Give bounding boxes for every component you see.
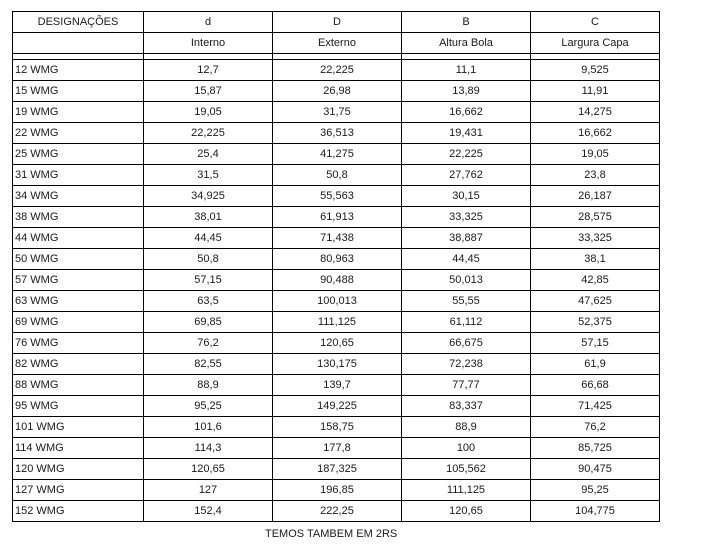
- value-cell: 66,68: [531, 375, 660, 396]
- value-cell: 114,3: [144, 438, 273, 459]
- value-cell: C: [531, 12, 660, 33]
- designation-cell: 12 WMG: [13, 60, 144, 81]
- value-cell: 55,563: [273, 186, 402, 207]
- header-row-symbols: [13, 12, 660, 33]
- value-cell: 19,05: [531, 144, 660, 165]
- value-cell: 26,187: [531, 186, 660, 207]
- table-row: [13, 396, 660, 417]
- value-cell: 26,98: [273, 81, 402, 102]
- value-cell: 95,25: [144, 396, 273, 417]
- value-cell: 28,575: [531, 207, 660, 228]
- table-row: [13, 480, 660, 501]
- value-cell: 31,75: [273, 102, 402, 123]
- designation-cell: 34 WMG: [13, 186, 144, 207]
- value-cell: 38,1: [531, 249, 660, 270]
- value-cell: 95,25: [531, 480, 660, 501]
- value-cell: 36,513: [273, 123, 402, 144]
- designation-cell: 127 WMG: [13, 480, 144, 501]
- value-cell: 47,625: [531, 291, 660, 312]
- designation-cell: 57 WMG: [13, 270, 144, 291]
- value-cell: 14,275: [531, 102, 660, 123]
- value-cell: 16,662: [531, 123, 660, 144]
- value-cell: 120,65: [273, 333, 402, 354]
- value-cell: 16,662: [402, 102, 531, 123]
- value-cell: 222,25: [273, 501, 402, 522]
- designation-cell: 22 WMG: [13, 123, 144, 144]
- table-row: [13, 249, 660, 270]
- value-cell: 80,963: [273, 249, 402, 270]
- value-cell: 42,85: [531, 270, 660, 291]
- value-cell: 82,55: [144, 354, 273, 375]
- value-cell: 76,2: [144, 333, 273, 354]
- dimensions-table: [12, 11, 660, 522]
- value-cell: 196,85: [273, 480, 402, 501]
- value-cell: 50,8: [144, 249, 273, 270]
- table-row: [13, 186, 660, 207]
- value-cell: 11,91: [531, 81, 660, 102]
- value-cell: 77,77: [402, 375, 531, 396]
- value-cell: 61,9: [531, 354, 660, 375]
- designation-cell: 114 WMG: [13, 438, 144, 459]
- value-cell: 88,9: [144, 375, 273, 396]
- value-cell: 63,5: [144, 291, 273, 312]
- designation-cell: 88 WMG: [13, 375, 144, 396]
- table-row: [13, 81, 660, 102]
- value-cell: 111,125: [402, 480, 531, 501]
- value-cell: 22,225: [273, 60, 402, 81]
- designation-cell: DESIGNAÇÕES: [13, 12, 144, 33]
- value-cell: 152,4: [144, 501, 273, 522]
- value-cell: 130,175: [273, 354, 402, 375]
- value-cell: 57,15: [531, 333, 660, 354]
- value-cell: 66,675: [402, 333, 531, 354]
- value-cell: 69,85: [144, 312, 273, 333]
- value-cell: 44,45: [144, 228, 273, 249]
- value-cell: 41,275: [273, 144, 402, 165]
- value-cell: 23,8: [531, 165, 660, 186]
- value-cell: 139,7: [273, 375, 402, 396]
- value-cell: 111,125: [273, 312, 402, 333]
- designation-cell: 95 WMG: [13, 396, 144, 417]
- footnote: TEMOS TAMBEM EM 2RS: [265, 528, 398, 540]
- value-cell: B: [402, 12, 531, 33]
- designation-cell: 63 WMG: [13, 291, 144, 312]
- value-cell: 105,562: [402, 459, 531, 480]
- value-cell: 120,65: [144, 459, 273, 480]
- designation-cell: 76 WMG: [13, 333, 144, 354]
- designation-cell: 82 WMG: [13, 354, 144, 375]
- value-cell: 38,01: [144, 207, 273, 228]
- value-cell: 50,8: [273, 165, 402, 186]
- value-cell: Interno: [144, 33, 273, 54]
- value-cell: 27,762: [402, 165, 531, 186]
- value-cell: 88,9: [402, 417, 531, 438]
- designation-cell: 25 WMG: [13, 144, 144, 165]
- table-row: [13, 417, 660, 438]
- table-row: [13, 60, 660, 81]
- value-cell: D: [273, 12, 402, 33]
- table-row: [13, 165, 660, 186]
- table-row: [13, 501, 660, 522]
- designation-cell: 38 WMG: [13, 207, 144, 228]
- value-cell: 104,775: [531, 501, 660, 522]
- value-cell: 100: [402, 438, 531, 459]
- value-cell: 72,238: [402, 354, 531, 375]
- value-cell: Altura Bola: [402, 33, 531, 54]
- value-cell: 71,438: [273, 228, 402, 249]
- designation-cell: 19 WMG: [13, 102, 144, 123]
- value-cell: Largura Capa: [531, 33, 660, 54]
- value-cell: 57,15: [144, 270, 273, 291]
- table-row: [13, 438, 660, 459]
- designation-cell: 120 WMG: [13, 459, 144, 480]
- value-cell: 61,112: [402, 312, 531, 333]
- value-cell: 34,925: [144, 186, 273, 207]
- designation-cell: 101 WMG: [13, 417, 144, 438]
- value-cell: 100,013: [273, 291, 402, 312]
- table-row: [13, 459, 660, 480]
- value-cell: 101,6: [144, 417, 273, 438]
- designation-cell: 31 WMG: [13, 165, 144, 186]
- table-row: [13, 144, 660, 165]
- value-cell: 25,4: [144, 144, 273, 165]
- value-cell: 33,325: [402, 207, 531, 228]
- value-cell: 13,89: [402, 81, 531, 102]
- value-cell: 61,913: [273, 207, 402, 228]
- table-row: [13, 375, 660, 396]
- value-cell: 85,725: [531, 438, 660, 459]
- value-cell: 9,525: [531, 60, 660, 81]
- value-cell: 38,887: [402, 228, 531, 249]
- table-row: [13, 270, 660, 291]
- value-cell: 15,87: [144, 81, 273, 102]
- value-cell: 76,2: [531, 417, 660, 438]
- value-cell: 187,325: [273, 459, 402, 480]
- value-cell: 19,431: [402, 123, 531, 144]
- value-cell: 158,75: [273, 417, 402, 438]
- table-row: [13, 291, 660, 312]
- value-cell: 12,7: [144, 60, 273, 81]
- header-row-names: [13, 33, 660, 54]
- value-cell: 19,05: [144, 102, 273, 123]
- table-row: [13, 312, 660, 333]
- designation-cell: [13, 33, 144, 54]
- table-row: [13, 354, 660, 375]
- value-cell: 149,225: [273, 396, 402, 417]
- value-cell: 71,425: [531, 396, 660, 417]
- value-cell: d: [144, 12, 273, 33]
- table-row: [13, 333, 660, 354]
- designation-cell: 15 WMG: [13, 81, 144, 102]
- value-cell: 33,325: [531, 228, 660, 249]
- value-cell: 177,8: [273, 438, 402, 459]
- value-cell: 30,15: [402, 186, 531, 207]
- table-row: [13, 207, 660, 228]
- value-cell: 127: [144, 480, 273, 501]
- designation-cell: 69 WMG: [13, 312, 144, 333]
- value-cell: 55,55: [402, 291, 531, 312]
- table-body: [13, 12, 660, 522]
- table-row: [13, 102, 660, 123]
- value-cell: 50,013: [402, 270, 531, 291]
- value-cell: 83,337: [402, 396, 531, 417]
- designation-cell: 50 WMG: [13, 249, 144, 270]
- value-cell: 11,1: [402, 60, 531, 81]
- value-cell: 90,488: [273, 270, 402, 291]
- value-cell: 90,475: [531, 459, 660, 480]
- designation-cell: 152 WMG: [13, 501, 144, 522]
- designation-cell: 44 WMG: [13, 228, 144, 249]
- value-cell: 52,375: [531, 312, 660, 333]
- value-cell: 31,5: [144, 165, 273, 186]
- table-row: [13, 123, 660, 144]
- value-cell: 22,225: [144, 123, 273, 144]
- value-cell: 44,45: [402, 249, 531, 270]
- value-cell: 22,225: [402, 144, 531, 165]
- table-row: [13, 228, 660, 249]
- value-cell: 120,65: [402, 501, 531, 522]
- value-cell: Externo: [273, 33, 402, 54]
